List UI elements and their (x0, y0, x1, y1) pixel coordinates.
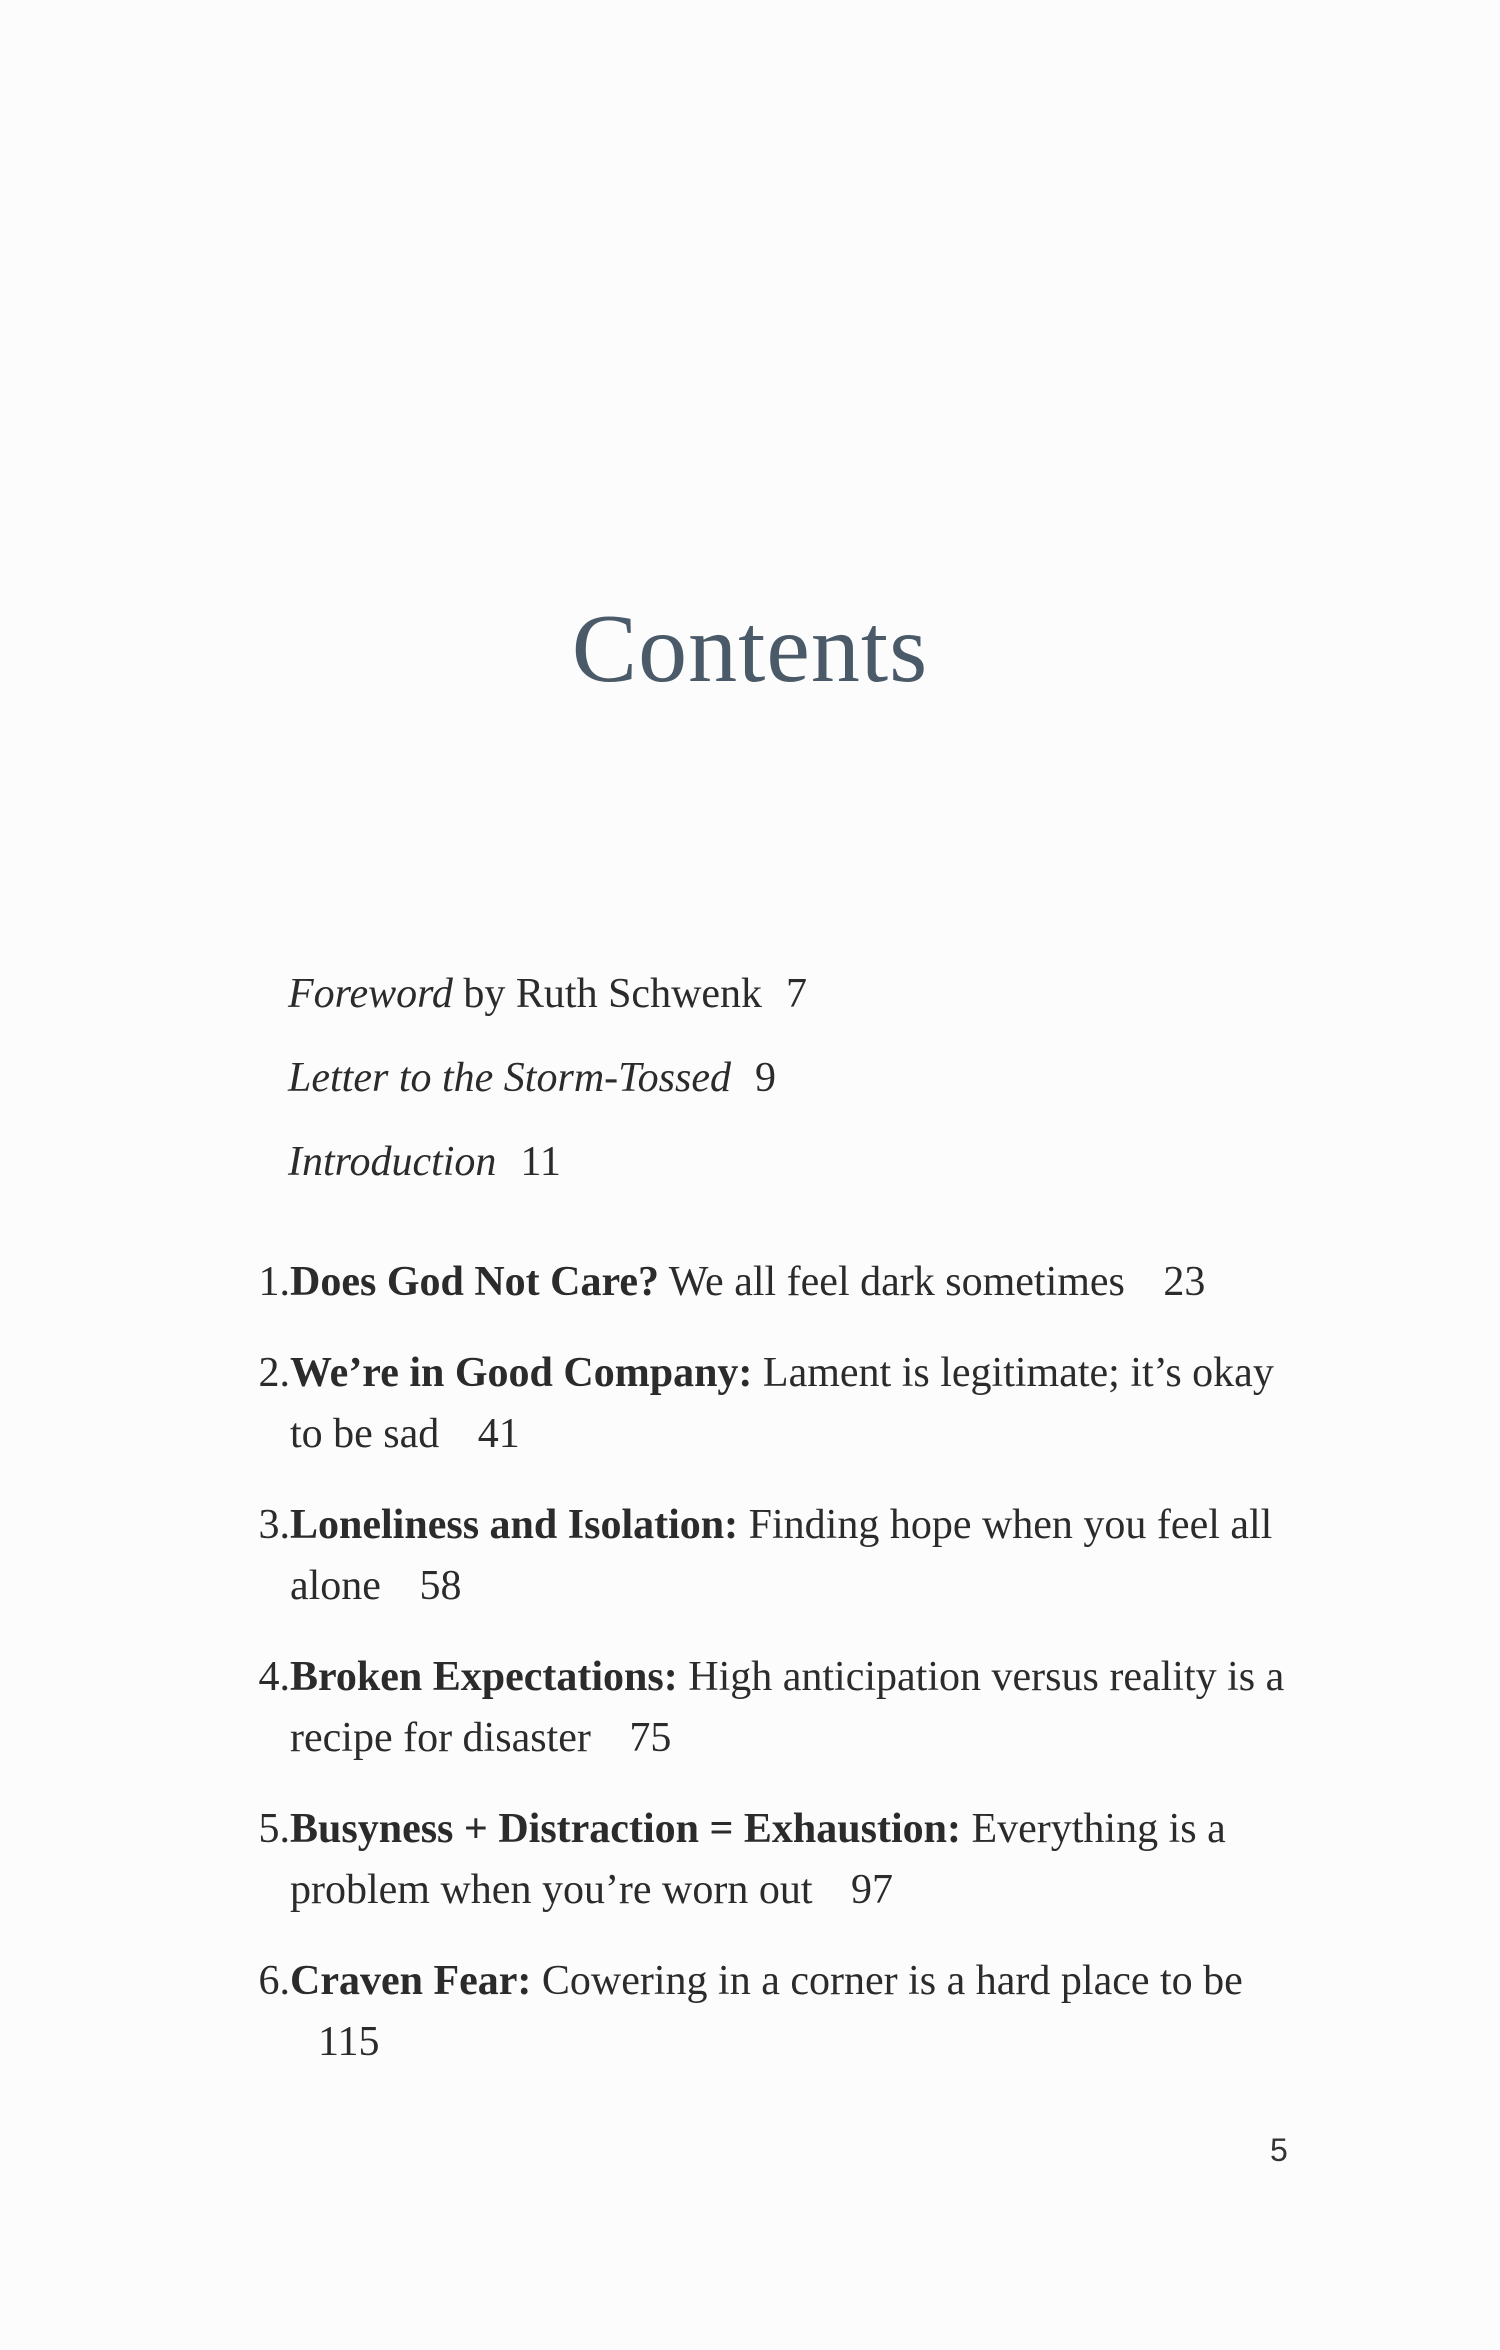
page-number: 9 (754, 1055, 776, 1101)
chapter-number: 4. (258, 1654, 290, 1700)
chapter-subtitle: Lament is legitimate; it’s okay to be sad (290, 1350, 1274, 1457)
folio-page-number: 5 (1270, 2132, 1288, 2168)
chapter-entry-1 (238, 1252, 1298, 1313)
chapter-entry-3 (238, 1495, 1298, 1617)
chapter-entry-2 (238, 1343, 1298, 1465)
chapter-subtitle: Everything is a problem when you’re worn out (290, 1806, 1226, 1913)
chapter-title: Busyness + Distraction = Exhaustion: (290, 1806, 961, 1852)
front-matter-title: Introduction (288, 1139, 497, 1185)
front-matter-byline: by Ruth Schwenk (452, 971, 763, 1017)
chapter-subtitle: Finding hope when you feel all alone (290, 1502, 1273, 1609)
page-title: Contents (571, 595, 929, 703)
front-matter-item-foreword (288, 952, 807, 1036)
page-number: 7 (786, 971, 808, 1017)
page-number: 75 (629, 1715, 672, 1761)
chapter-list (238, 1252, 1298, 2103)
chapter-title: Broken Expectations: (290, 1654, 678, 1700)
chapter-title: Loneliness and Isolation: (290, 1502, 739, 1548)
chapter-number: 2. (258, 1350, 290, 1396)
page-number: 23 (1163, 1259, 1206, 1305)
chapter-entry-5 (238, 1799, 1298, 1921)
chapter-subtitle: High anticipation versus reality is a recipe for disaster (290, 1654, 1285, 1761)
page-number: 11 (520, 1139, 561, 1185)
chapter-subtitle: We all feel dark sometimes (668, 1259, 1125, 1305)
chapter-title: Does God Not Care? (290, 1259, 660, 1305)
page-number: 97 (851, 1867, 894, 1913)
front-matter-item-introduction (288, 1120, 807, 1204)
chapter-entry-6 (238, 1951, 1298, 2073)
chapter-number: 5. (258, 1806, 290, 1852)
front-matter-title: Letter to the Storm-Tossed (288, 1055, 731, 1101)
chapter-number: 6. (258, 1958, 290, 2004)
chapter-entry-4 (238, 1647, 1298, 1769)
front-matter-title: Foreword (288, 971, 453, 1017)
page-number: 58 (419, 1563, 462, 1609)
chapter-number: 3. (258, 1502, 290, 1548)
chapter-title: Craven Fear: (290, 1958, 532, 2004)
page-number: 41 (477, 1411, 520, 1457)
page-number: 115 (318, 2019, 380, 2065)
front-matter-item-letter (288, 1036, 807, 1120)
chapter-subtitle: Cowering in a corner is a hard place to be (541, 1958, 1243, 2004)
chapter-title: We’re in Good Company: (290, 1350, 753, 1396)
front-matter-list (288, 952, 807, 1204)
chapter-number: 1. (258, 1259, 290, 1305)
